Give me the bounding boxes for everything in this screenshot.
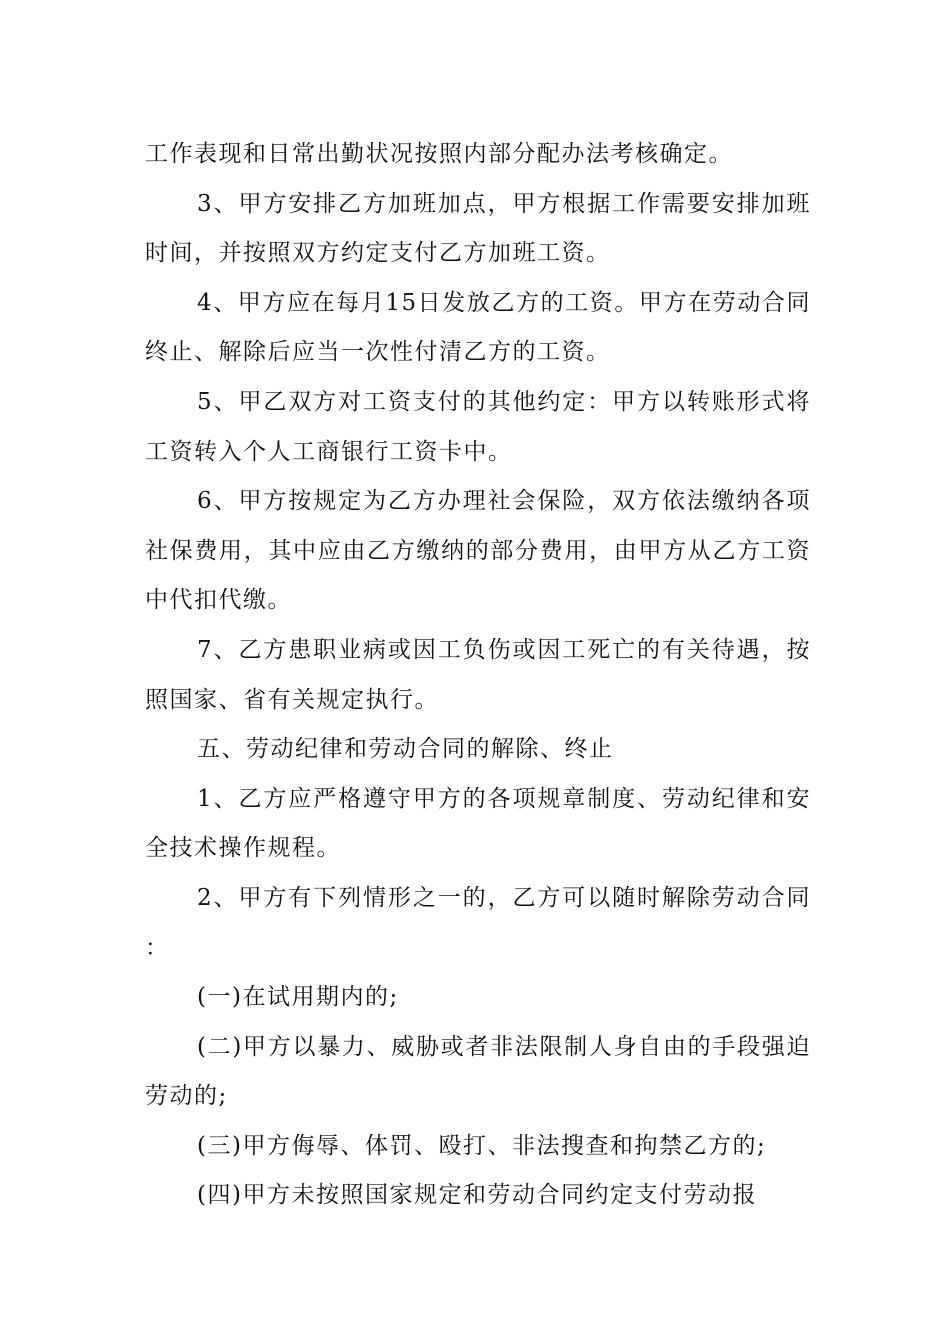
paragraph-8: 2、甲方有下列情形之一的，乙方可以随时解除劳动合同： bbox=[145, 884, 811, 961]
list-item-1: (一)在试用期内的; bbox=[197, 984, 399, 1011]
paragraph-6: 7、乙方患职业病或因工负伤或因工死亡的有关待遇，按照国家、省有关规定执行。 bbox=[145, 636, 811, 713]
list-item-3: (三)甲方侮辱、体罚、殴打、非法搜查和拘禁乙方的; bbox=[197, 1132, 767, 1159]
paragraph-3: 4、甲方应在每月15日发放乙方的工资。甲方在劳动合同终止、解除后应当一次性付清乙方的工资。 bbox=[145, 289, 811, 366]
section-heading: 五、劳动纪律和劳动合同的解除、终止 bbox=[197, 736, 614, 763]
paragraph-2: 3、甲方安排乙方加班加点，甲方根据工作需要安排加班时间，并按照双方约定支付乙方加班工资。 bbox=[145, 190, 811, 267]
paragraph-7: 1、乙方应严格遵守甲方的各项规章制度、劳动纪律和安全技术操作规程。 bbox=[145, 785, 811, 862]
paragraph-5: 6、甲方按规定为乙方办理社会保险，双方依法缴纳各项社保费用，其中应由乙方缴纳的部分费用，由甲方从乙方工资中代扣代缴。 bbox=[145, 488, 811, 614]
list-item-4: (四)甲方未按照国家规定和劳动合同约定支付劳动报 bbox=[197, 1182, 757, 1209]
paragraph-1: 工作表现和日常出勤状况按照内部分配办法考核确定。 bbox=[145, 141, 733, 167]
document-body bbox=[145, 130, 811, 1221]
list-item-2: (二)甲方以暴力、威胁或者非法限制人身自由的手段强迫劳动的; bbox=[145, 1033, 811, 1110]
paragraph-4: 5、甲乙双方对工资支付的其他约定：甲方以转账形式将工资转入个人工商银行工资卡中。 bbox=[145, 388, 811, 465]
